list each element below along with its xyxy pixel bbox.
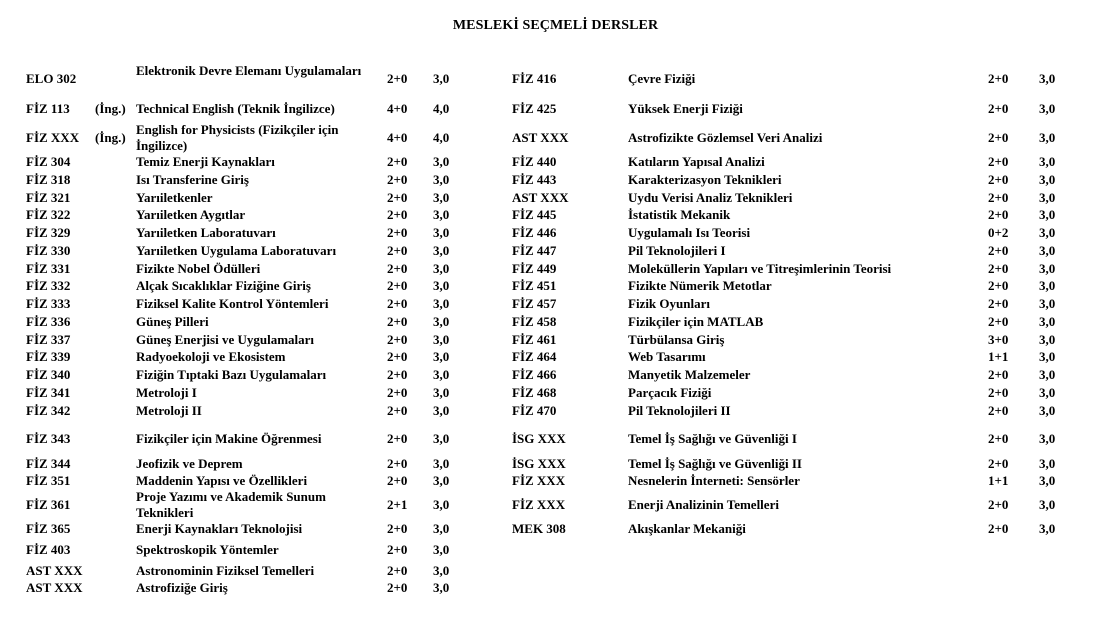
course-code: FİZ 330: [26, 243, 71, 258]
course-hours: 3+0: [988, 332, 1009, 347]
course-code: AST XXX: [512, 190, 569, 205]
course-hours: 2+0: [387, 456, 408, 471]
course-language-note: (İng.): [95, 101, 126, 116]
course-code: FİZ 322: [26, 207, 71, 222]
course-code: FİZ 113: [26, 101, 70, 116]
course-credit: 3,0: [433, 473, 450, 488]
course-code: FİZ 339: [26, 349, 71, 364]
course-name: Astrofizikte Gözlemsel Veri Analizi: [628, 130, 823, 145]
course-hours: 2+0: [387, 403, 408, 418]
course-credit: 3,0: [433, 456, 450, 471]
course-code: FİZ XXX: [512, 497, 566, 512]
course-code: MEK 308: [512, 521, 566, 536]
course-name: Elektronik Devre Elemanı Uygulamaları: [136, 63, 362, 78]
course-code: FİZ 457: [512, 296, 557, 311]
course-hours: 2+0: [988, 101, 1009, 116]
course-credit: 3,0: [1039, 314, 1056, 329]
course-name: Katıların Yapısal Analizi: [628, 154, 765, 169]
course-hours: 2+0: [988, 261, 1009, 276]
course-credit: 3,0: [1039, 332, 1056, 347]
course-code: FİZ 351: [26, 473, 71, 488]
course-credit: 3,0: [433, 385, 450, 400]
course-credit: 3,0: [433, 403, 450, 418]
course-hours: 2+0: [387, 154, 408, 169]
course-code: FİZ 332: [26, 278, 71, 293]
course-hours: 2+0: [988, 521, 1009, 536]
course-credit: 3,0: [1039, 431, 1056, 446]
course-credit: 3,0: [1039, 296, 1056, 311]
course-credit: 3,0: [433, 367, 450, 382]
course-name: Türbülansa Giriş: [628, 332, 725, 347]
course-hours: 4+0: [387, 101, 408, 116]
course-code: FİZ 403: [26, 542, 71, 557]
course-hours: 2+0: [387, 71, 408, 86]
course-code: İSG XXX: [512, 456, 566, 471]
course-credit: 3,0: [433, 172, 450, 187]
course-name: Uydu Verisi Analiz Teknikleri: [628, 190, 793, 205]
course-credit: 3,0: [1039, 101, 1056, 116]
course-code: FİZ 425: [512, 101, 557, 116]
course-code: FİZ 443: [512, 172, 557, 187]
course-hours: 2+0: [988, 154, 1009, 169]
course-credit: 4,0: [433, 130, 450, 145]
course-name: Akışkanlar Mekaniği: [628, 521, 746, 536]
course-credit: 3,0: [1039, 385, 1056, 400]
course-name: Çevre Fiziği: [628, 71, 696, 86]
course-code: AST XXX: [26, 580, 83, 595]
course-code: FİZ 461: [512, 332, 557, 347]
course-code: FİZ 468: [512, 385, 557, 400]
course-hours: 2+0: [988, 497, 1009, 512]
course-credit: 3,0: [433, 332, 450, 347]
course-code: FİZ 470: [512, 403, 557, 418]
course-language-note: (İng.): [95, 130, 126, 145]
course-code: ELO 302: [26, 71, 77, 86]
course-name: Maddenin Yapısı ve Özellikleri: [136, 473, 308, 488]
course-hours: 2+0: [387, 367, 408, 382]
course-hours: 2+0: [988, 207, 1009, 222]
course-hours: 2+0: [387, 261, 408, 276]
course-code: FİZ 440: [512, 154, 557, 169]
course-hours: 2+0: [988, 431, 1009, 446]
course-name: Güneş Enerjisi ve Uygulamaları: [136, 332, 315, 347]
course-name: Pil Teknolojileri II: [628, 403, 731, 418]
course-hours: 2+0: [988, 367, 1009, 382]
course-credit: 3,0: [433, 190, 450, 205]
course-code: FİZ 446: [512, 225, 557, 240]
course-name: Uygulamalı Isı Teorisi: [628, 225, 751, 240]
course-credit: 3,0: [1039, 278, 1056, 293]
course-credit: 3,0: [1039, 207, 1056, 222]
course-code: FİZ 343: [26, 431, 71, 446]
course-name: Temel İş Sağlığı ve Güvenliği II: [628, 456, 802, 471]
course-name: Fizikçiler için MATLAB: [628, 314, 764, 329]
course-name: Yüksek Enerji Fiziği: [628, 101, 743, 116]
course-name: Radyoekoloji ve Ekosistem: [136, 349, 286, 364]
course-code: FİZ 318: [26, 172, 71, 187]
course-hours: 2+0: [387, 278, 408, 293]
course-credit: 3,0: [1039, 403, 1056, 418]
course-credit: 3,0: [433, 225, 450, 240]
course-hours: 0+2: [988, 225, 1009, 240]
course-name: Fizikçiler için Makine Öğrenmesi: [136, 431, 322, 446]
course-credit: 3,0: [433, 580, 450, 595]
course-hours: 2+0: [387, 332, 408, 347]
course-hours: 1+1: [988, 473, 1009, 488]
course-credit: 3,0: [1039, 473, 1056, 488]
course-name: Fizikte Nümerik Metotlar: [628, 278, 772, 293]
course-code: FİZ 336: [26, 314, 71, 329]
course-name: Yarıiletken Aygıtlar: [136, 207, 246, 222]
course-code: FİZ 344: [26, 456, 71, 471]
course-hours: 2+0: [988, 456, 1009, 471]
course-hours: 2+0: [988, 296, 1009, 311]
course-code: FİZ 331: [26, 261, 71, 276]
course-name: Yarıiletken Laboratuvarı: [136, 225, 276, 240]
course-hours: 2+0: [988, 172, 1009, 187]
course-name: Temel İş Sağlığı ve Güvenliği I: [628, 431, 797, 446]
course-code: İSG XXX: [512, 431, 566, 446]
course-hours: 2+0: [387, 296, 408, 311]
course-hours: 2+0: [387, 349, 408, 364]
course-code: FİZ XXX: [512, 473, 566, 488]
course-hours: 2+0: [387, 473, 408, 488]
course-code: FİZ 449: [512, 261, 557, 276]
course-code: FİZ 321: [26, 190, 71, 205]
course-code: FİZ 365: [26, 521, 71, 536]
course-credit: 3,0: [1039, 456, 1056, 471]
course-credit: 3,0: [433, 497, 450, 512]
course-credit: 3,0: [433, 349, 450, 364]
course-name: Fizik Oyunları: [628, 296, 710, 311]
course-hours: 2+0: [988, 314, 1009, 329]
course-name: Yarıiletkenler: [136, 190, 213, 205]
course-credit: 3,0: [433, 261, 450, 276]
course-credit: 3,0: [433, 207, 450, 222]
course-credit: 3,0: [433, 278, 450, 293]
course-name: Metroloji II: [136, 403, 202, 418]
course-hours: 2+0: [387, 580, 408, 595]
course-code: FİZ 445: [512, 207, 557, 222]
course-name: Fiziksel Kalite Kontrol Yöntemleri: [136, 296, 329, 311]
course-credit: 3,0: [433, 296, 450, 311]
course-hours: 2+0: [387, 542, 408, 557]
course-credit: 3,0: [433, 71, 450, 86]
course-hours: 2+0: [387, 385, 408, 400]
course-code: FİZ 340: [26, 367, 71, 382]
course-code: FİZ 304: [26, 154, 71, 169]
course-credit: 3,0: [433, 521, 450, 536]
course-credit: 3,0: [433, 431, 450, 446]
course-code: FİZ 466: [512, 367, 557, 382]
course-credit: 3,0: [1039, 154, 1056, 169]
course-hours: 2+0: [988, 71, 1009, 86]
course-hours: 2+0: [988, 190, 1009, 205]
course-code: FİZ 361: [26, 497, 71, 512]
course-code: FİZ 341: [26, 385, 71, 400]
course-name: Manyetik Malzemeler: [628, 367, 751, 382]
course-name: Temiz Enerji Kaynakları: [136, 154, 275, 169]
course-code: FİZ 342: [26, 403, 71, 418]
course-name: Güneş Pilleri: [136, 314, 209, 329]
course-credit: 3,0: [1039, 172, 1056, 187]
course-name: Enerji Kaynakları Teknolojisi: [136, 521, 303, 536]
course-code: FİZ 451: [512, 278, 557, 293]
course-credit: 3,0: [1039, 130, 1056, 145]
course-code: AST XXX: [512, 130, 569, 145]
course-name: Metroloji I: [136, 385, 197, 400]
course-credit: 4,0: [433, 101, 450, 116]
course-credit: 3,0: [433, 243, 450, 258]
course-hours: 2+0: [988, 278, 1009, 293]
course-code: FİZ 447: [512, 243, 557, 258]
course-hours: 2+0: [387, 314, 408, 329]
course-hours: 2+0: [387, 172, 408, 187]
course-credit: 3,0: [1039, 243, 1056, 258]
course-hours: 2+0: [387, 225, 408, 240]
course-name: Alçak Sıcaklıklar Fiziğine Giriş: [136, 278, 311, 293]
course-name: Nesnelerin İnterneti: Sensörler: [628, 473, 800, 488]
course-hours: 2+0: [387, 207, 408, 222]
course-credit: 3,0: [1039, 190, 1056, 205]
course-code: FİZ 333: [26, 296, 71, 311]
course-code: FİZ 337: [26, 332, 71, 347]
course-hours: 2+0: [387, 431, 408, 446]
course-code: FİZ 416: [512, 71, 557, 86]
course-credit: 3,0: [1039, 521, 1056, 536]
course-hours: 2+0: [988, 385, 1009, 400]
course-hours: 2+0: [387, 563, 408, 578]
course-credit: 3,0: [1039, 349, 1056, 364]
course-name: Web Tasarımı: [628, 349, 706, 364]
course-name: Isı Transferine Giriş: [136, 172, 249, 187]
course-credit: 3,0: [1039, 367, 1056, 382]
course-hours: 2+0: [988, 130, 1009, 145]
course-credit: 3,0: [1039, 225, 1056, 240]
course-code: FİZ 464: [512, 349, 557, 364]
course-name: Technical English (Teknik İngilizce): [136, 101, 335, 116]
course-name: Astrofiziğe Giriş: [136, 580, 228, 595]
course-name: Spektroskopik Yöntemler: [136, 542, 279, 557]
course-name: Parçacık Fiziği: [628, 385, 712, 400]
course-credit: 3,0: [433, 154, 450, 169]
course-credit: 3,0: [1039, 71, 1056, 86]
course-name: İstatistik Mekanik: [628, 207, 731, 222]
course-code: FİZ 329: [26, 225, 71, 240]
course-name: Moleküllerin Yapıları ve Titreşimlerinin Teorisi: [628, 261, 892, 276]
course-credit: 3,0: [433, 314, 450, 329]
course-credit: 3,0: [1039, 497, 1056, 512]
course-code: FİZ XXX: [26, 130, 80, 145]
course-name: Jeofizik ve Deprem: [136, 456, 243, 471]
course-hours: 2+0: [988, 243, 1009, 258]
course-name: Pil Teknolojileri I: [628, 243, 726, 258]
course-credit: 3,0: [433, 542, 450, 557]
course-name: English for Physicists (Fizikçiler için İngilizce): [136, 122, 339, 153]
course-name: Fizikte Nobel Ödülleri: [136, 261, 261, 276]
course-name: Enerji Analizinin Temelleri: [628, 497, 779, 512]
course-name: Fiziğin Tıptaki Bazı Uygulamaları: [136, 367, 327, 382]
course-name: Yarıiletken Uygulama Laboratuvarı: [136, 243, 337, 258]
course-credit: 3,0: [1039, 261, 1056, 276]
course-hours: 2+0: [988, 403, 1009, 418]
course-credit: 3,0: [433, 563, 450, 578]
course-hours: 2+1: [387, 497, 408, 512]
course-hours: 2+0: [387, 243, 408, 258]
page-title: MESLEKİ SEÇMELİ DERSLER: [452, 18, 659, 33]
course-hours: 2+0: [387, 190, 408, 205]
course-hours: 1+1: [988, 349, 1009, 364]
course-code: AST XXX: [26, 563, 83, 578]
course-hours: 4+0: [387, 130, 408, 145]
course-name: Karakterizasyon Teknikleri: [628, 172, 782, 187]
course-name: Astronominin Fiziksel Temelleri: [136, 563, 315, 578]
course-name: Proje Yazımı ve Akademik Sunum Teknikleri: [136, 489, 326, 520]
course-hours: 2+0: [387, 521, 408, 536]
course-code: FİZ 458: [512, 314, 557, 329]
